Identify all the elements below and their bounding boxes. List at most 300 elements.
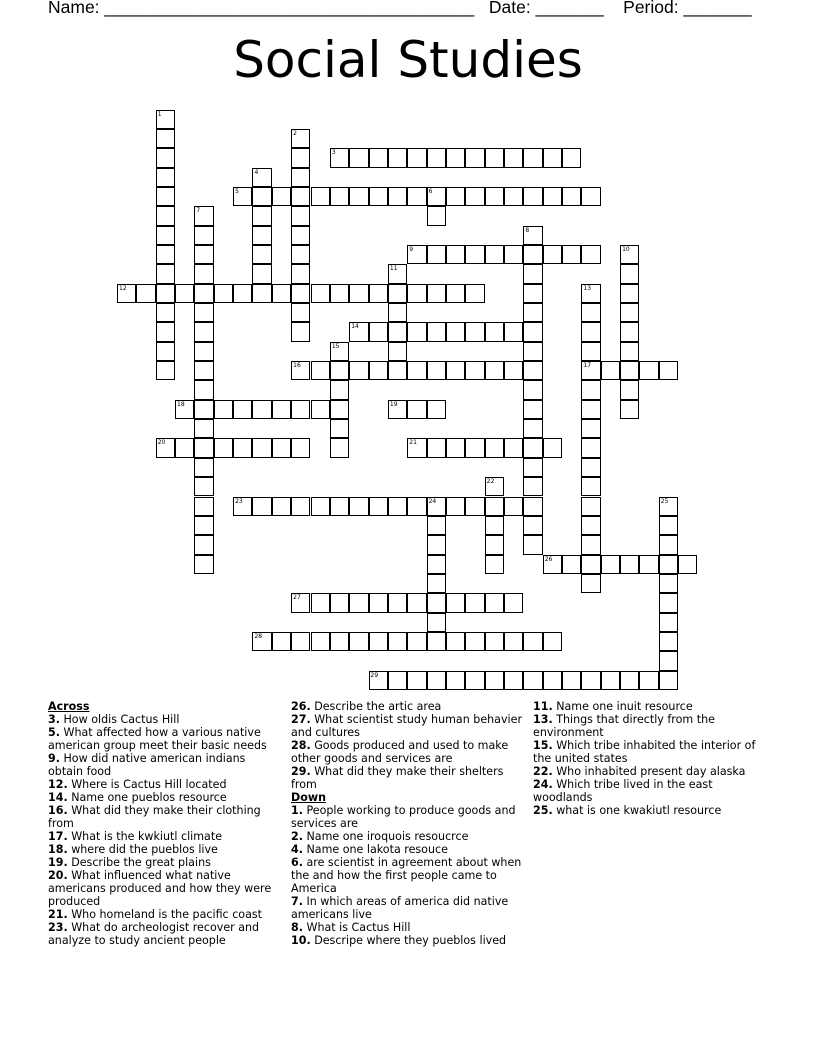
- grid-cell[interactable]: [311, 284, 330, 303]
- grid-cell[interactable]: [194, 245, 213, 264]
- grid-cell[interactable]: [678, 555, 697, 574]
- grid-cell[interactable]: [639, 555, 658, 574]
- clue-number: 23: [235, 497, 243, 505]
- grid-cell[interactable]: [581, 458, 600, 477]
- grid-cell[interactable]: [581, 322, 600, 341]
- grid-cell[interactable]: [349, 187, 368, 206]
- grid-cell[interactable]: [311, 361, 330, 380]
- grid-cell[interactable]: [562, 148, 581, 167]
- grid-cell[interactable]: [659, 516, 678, 535]
- grid-cell[interactable]: [620, 361, 639, 380]
- grid-cell[interactable]: [620, 322, 639, 341]
- grid-cell[interactable]: [465, 187, 484, 206]
- grid-cell[interactable]: [330, 361, 349, 380]
- grid-cell[interactable]: [465, 284, 484, 303]
- grid-cell[interactable]: [330, 187, 349, 206]
- grid-cell[interactable]: [194, 419, 213, 438]
- grid-cell[interactable]: [523, 438, 542, 457]
- grid-cell[interactable]: [523, 148, 542, 167]
- grid-cell[interactable]: [659, 651, 678, 670]
- grid-cell[interactable]: [194, 535, 213, 554]
- grid-cell[interactable]: [543, 632, 562, 651]
- grid-cell[interactable]: [156, 168, 175, 187]
- grid-cell[interactable]: [156, 187, 175, 206]
- grid-cell[interactable]: [349, 322, 368, 341]
- grid-cell[interactable]: [252, 438, 271, 457]
- grid-cell[interactable]: [194, 284, 213, 303]
- grid-cell[interactable]: [252, 284, 271, 303]
- grid-cell[interactable]: [214, 400, 233, 419]
- grid-cell[interactable]: [175, 400, 194, 419]
- grid-cell[interactable]: [446, 593, 465, 612]
- clue-item-number: 20.: [48, 869, 68, 882]
- grid-cell[interactable]: [562, 187, 581, 206]
- grid-cell[interactable]: [156, 284, 175, 303]
- grid-cell[interactable]: [388, 593, 407, 612]
- grid-cell[interactable]: [485, 593, 504, 612]
- grid-cell[interactable]: [311, 187, 330, 206]
- grid-cell[interactable]: [291, 400, 310, 419]
- grid-cell[interactable]: [523, 419, 542, 438]
- grid-cell[interactable]: [427, 361, 446, 380]
- grid-cell[interactable]: [465, 593, 484, 612]
- grid-cell[interactable]: [581, 361, 600, 380]
- grid-cell[interactable]: [330, 284, 349, 303]
- grid-cell[interactable]: [523, 264, 542, 283]
- grid-cell[interactable]: [581, 400, 600, 419]
- grid-cell[interactable]: [659, 535, 678, 554]
- grid-cell[interactable]: [446, 632, 465, 651]
- grid-cell[interactable]: [407, 632, 426, 651]
- grid-cell[interactable]: [407, 438, 426, 457]
- grid-cell[interactable]: [214, 284, 233, 303]
- grid-cell[interactable]: [156, 206, 175, 225]
- grid-cell[interactable]: [659, 632, 678, 651]
- grid-cell[interactable]: [194, 400, 213, 419]
- grid-cell[interactable]: [581, 516, 600, 535]
- grid-cell[interactable]: [601, 361, 620, 380]
- grid-cell[interactable]: [311, 593, 330, 612]
- grid-cell[interactable]: [272, 284, 291, 303]
- grid-cell[interactable]: [388, 264, 407, 283]
- grid-cell[interactable]: [620, 284, 639, 303]
- grid-cell[interactable]: [659, 497, 678, 516]
- grid-cell[interactable]: [407, 187, 426, 206]
- grid-cell[interactable]: [194, 342, 213, 361]
- grid-cell[interactable]: [485, 322, 504, 341]
- grid-cell[interactable]: [291, 129, 310, 148]
- grid-cell[interactable]: [485, 361, 504, 380]
- grid-cell[interactable]: [446, 322, 465, 341]
- grid-cell[interactable]: [446, 497, 465, 516]
- grid-cell[interactable]: [427, 497, 446, 516]
- grid-cell[interactable]: [252, 400, 271, 419]
- grid-cell[interactable]: [369, 284, 388, 303]
- grid-cell[interactable]: [175, 284, 194, 303]
- grid-cell[interactable]: [504, 632, 523, 651]
- name-blank[interactable]: ______________________________________: [104, 0, 475, 17]
- grid-cell[interactable]: [485, 535, 504, 554]
- grid-cell[interactable]: [504, 245, 523, 264]
- grid-cell[interactable]: [156, 303, 175, 322]
- grid-cell[interactable]: [194, 206, 213, 225]
- clue-item: [48, 856, 283, 869]
- grid-cell[interactable]: [156, 322, 175, 341]
- grid-cell[interactable]: [252, 168, 271, 187]
- grid-cell[interactable]: [291, 361, 310, 380]
- grid-cell[interactable]: [485, 477, 504, 496]
- grid-cell[interactable]: [562, 555, 581, 574]
- grid-cell[interactable]: [407, 671, 426, 690]
- grid-cell[interactable]: [427, 322, 446, 341]
- grid-cell[interactable]: [465, 632, 484, 651]
- grid-cell[interactable]: [427, 284, 446, 303]
- grid-cell[interactable]: [407, 148, 426, 167]
- grid-cell[interactable]: [639, 671, 658, 690]
- grid-cell[interactable]: [388, 342, 407, 361]
- grid-cell[interactable]: [523, 380, 542, 399]
- grid-cell[interactable]: [349, 284, 368, 303]
- grid-cell[interactable]: [194, 497, 213, 516]
- grid-cell[interactable]: [581, 477, 600, 496]
- grid-cell[interactable]: [523, 477, 542, 496]
- grid-cell[interactable]: [504, 148, 523, 167]
- grid-cell[interactable]: [388, 497, 407, 516]
- grid-cell[interactable]: [620, 245, 639, 264]
- grid-cell[interactable]: [156, 438, 175, 457]
- grid-cell[interactable]: [504, 671, 523, 690]
- grid-cell[interactable]: [427, 187, 446, 206]
- grid-cell[interactable]: [581, 671, 600, 690]
- grid-cell[interactable]: [407, 245, 426, 264]
- grid-cell[interactable]: [349, 148, 368, 167]
- grid-cell[interactable]: [136, 284, 155, 303]
- grid-cell[interactable]: [407, 593, 426, 612]
- grid-cell[interactable]: [291, 284, 310, 303]
- grid-cell[interactable]: [427, 438, 446, 457]
- grid-cell[interactable]: [485, 438, 504, 457]
- grid-cell[interactable]: [233, 400, 252, 419]
- grid-cell[interactable]: [523, 226, 542, 245]
- grid-cell[interactable]: [330, 497, 349, 516]
- grid-cell[interactable]: [659, 361, 678, 380]
- grid-cell[interactable]: [523, 400, 542, 419]
- grid-cell[interactable]: [543, 245, 562, 264]
- grid-cell[interactable]: [214, 438, 233, 457]
- grid-cell[interactable]: [465, 438, 484, 457]
- grid-cell[interactable]: [291, 497, 310, 516]
- grid-cell[interactable]: [465, 322, 484, 341]
- grid-cell[interactable]: [194, 361, 213, 380]
- grid-cell[interactable]: [620, 400, 639, 419]
- grid-cell[interactable]: [311, 497, 330, 516]
- grid-cell[interactable]: [446, 187, 465, 206]
- grid-cell[interactable]: [659, 613, 678, 632]
- grid-cell[interactable]: [388, 322, 407, 341]
- grid-cell[interactable]: [233, 438, 252, 457]
- grid-cell[interactable]: [156, 361, 175, 380]
- grid-cell[interactable]: [659, 593, 678, 612]
- grid-cell[interactable]: [194, 322, 213, 341]
- grid-cell[interactable]: [504, 322, 523, 341]
- grid-cell[interactable]: [581, 303, 600, 322]
- grid-cell[interactable]: [156, 226, 175, 245]
- grid-cell[interactable]: [620, 303, 639, 322]
- grid-cell[interactable]: [485, 555, 504, 574]
- grid-cell[interactable]: [427, 613, 446, 632]
- grid-cell[interactable]: [465, 148, 484, 167]
- grid-cell[interactable]: [388, 303, 407, 322]
- grid-cell[interactable]: [523, 284, 542, 303]
- grid-cell[interactable]: [330, 438, 349, 457]
- clue-item: [291, 843, 529, 856]
- period-blank[interactable]: _______: [683, 0, 752, 17]
- grid-cell[interactable]: [581, 497, 600, 516]
- grid-cell[interactable]: [388, 400, 407, 419]
- grid-cell[interactable]: [581, 535, 600, 554]
- grid-cell[interactable]: [639, 361, 658, 380]
- grid-cell[interactable]: [194, 477, 213, 496]
- grid-cell[interactable]: [369, 671, 388, 690]
- grid-cell[interactable]: [485, 148, 504, 167]
- grid-cell[interactable]: [252, 264, 271, 283]
- grid-cell[interactable]: [369, 361, 388, 380]
- grid-cell[interactable]: [485, 245, 504, 264]
- grid-cell[interactable]: [504, 593, 523, 612]
- grid-cell[interactable]: [427, 632, 446, 651]
- grid-cell[interactable]: [330, 419, 349, 438]
- grid-cell[interactable]: [117, 284, 136, 303]
- grid-cell[interactable]: [233, 497, 252, 516]
- grid-cell[interactable]: [330, 148, 349, 167]
- grid-cell[interactable]: [349, 632, 368, 651]
- grid-cell[interactable]: [581, 284, 600, 303]
- grid-cell[interactable]: [252, 187, 271, 206]
- grid-cell[interactable]: [388, 632, 407, 651]
- grid-cell[interactable]: [523, 342, 542, 361]
- grid-cell[interactable]: [252, 226, 271, 245]
- grid-cell[interactable]: [330, 380, 349, 399]
- grid-cell[interactable]: [446, 245, 465, 264]
- grid-cell[interactable]: [330, 632, 349, 651]
- grid-cell[interactable]: [291, 245, 310, 264]
- grid-cell[interactable]: [194, 438, 213, 457]
- grid-cell[interactable]: [581, 419, 600, 438]
- grid-cell[interactable]: [446, 671, 465, 690]
- grid-cell[interactable]: [446, 361, 465, 380]
- clue-item-text: Where is Cactus Hill located: [71, 778, 227, 791]
- clue-item: [291, 765, 529, 791]
- grid-cell[interactable]: [388, 187, 407, 206]
- grid-cell[interactable]: [311, 400, 330, 419]
- grid-cell[interactable]: [407, 497, 426, 516]
- grid-cell[interactable]: [446, 148, 465, 167]
- grid-cell[interactable]: [620, 264, 639, 283]
- grid-cell[interactable]: [485, 497, 504, 516]
- grid-cell[interactable]: [427, 535, 446, 554]
- grid-cell[interactable]: [427, 206, 446, 225]
- grid-cell[interactable]: [272, 400, 291, 419]
- grid-cell[interactable]: [369, 593, 388, 612]
- grid-cell[interactable]: [369, 497, 388, 516]
- grid-cell[interactable]: [543, 148, 562, 167]
- grid-cell[interactable]: [620, 671, 639, 690]
- grid-cell[interactable]: [601, 555, 620, 574]
- grid-cell[interactable]: [194, 264, 213, 283]
- grid-cell[interactable]: [388, 671, 407, 690]
- grid-cell[interactable]: [504, 438, 523, 457]
- grid-cell[interactable]: [388, 361, 407, 380]
- grid-cell[interactable]: [543, 187, 562, 206]
- grid-cell[interactable]: [175, 438, 194, 457]
- grid-cell[interactable]: [330, 593, 349, 612]
- grid-cell[interactable]: [194, 303, 213, 322]
- grid-cell[interactable]: [523, 187, 542, 206]
- grid-cell[interactable]: [407, 361, 426, 380]
- grid-cell[interactable]: [291, 206, 310, 225]
- grid-cell[interactable]: [291, 322, 310, 341]
- grid-cell[interactable]: [523, 245, 542, 264]
- grid-cell[interactable]: [427, 400, 446, 419]
- grid-cell[interactable]: [465, 245, 484, 264]
- grid-cell[interactable]: [194, 516, 213, 535]
- grid-cell[interactable]: [252, 245, 271, 264]
- grid-cell[interactable]: [465, 497, 484, 516]
- grid-cell[interactable]: [349, 361, 368, 380]
- grid-cell[interactable]: [523, 322, 542, 341]
- grid-cell[interactable]: [659, 671, 678, 690]
- grid-cell[interactable]: [485, 632, 504, 651]
- grid-cell[interactable]: [194, 555, 213, 574]
- clue-column-2: [291, 700, 529, 947]
- grid-cell[interactable]: [543, 438, 562, 457]
- grid-cell[interactable]: [427, 516, 446, 535]
- grid-cell[interactable]: [291, 168, 310, 187]
- grid-cell[interactable]: [156, 110, 175, 129]
- grid-cell[interactable]: [581, 574, 600, 593]
- grid-cell[interactable]: [427, 574, 446, 593]
- grid-cell[interactable]: [233, 187, 252, 206]
- grid-cell[interactable]: [581, 555, 600, 574]
- grid-cell[interactable]: [291, 632, 310, 651]
- grid-cell[interactable]: [291, 593, 310, 612]
- grid-cell[interactable]: [272, 187, 291, 206]
- grid-cell[interactable]: [659, 574, 678, 593]
- grid-cell[interactable]: [504, 361, 523, 380]
- grid-cell[interactable]: [252, 632, 271, 651]
- grid-cell[interactable]: [388, 148, 407, 167]
- grid-cell[interactable]: [523, 632, 542, 651]
- grid-cell[interactable]: [601, 671, 620, 690]
- grid-cell[interactable]: [272, 632, 291, 651]
- grid-cell[interactable]: [562, 245, 581, 264]
- grid-cell[interactable]: [465, 671, 484, 690]
- grid-cell[interactable]: [620, 555, 639, 574]
- date-blank[interactable]: _______: [535, 0, 604, 17]
- grid-cell[interactable]: [369, 632, 388, 651]
- grid-cell[interactable]: [427, 245, 446, 264]
- grid-cell[interactable]: [349, 593, 368, 612]
- grid-cell[interactable]: [194, 226, 213, 245]
- grid-cell[interactable]: [485, 671, 504, 690]
- grid-cell[interactable]: [369, 322, 388, 341]
- grid-cell[interactable]: [543, 555, 562, 574]
- grid-cell[interactable]: [291, 187, 310, 206]
- grid-cell[interactable]: [427, 148, 446, 167]
- grid-cell[interactable]: [369, 148, 388, 167]
- grid-cell[interactable]: [156, 148, 175, 167]
- grid-cell[interactable]: [291, 438, 310, 457]
- grid-cell[interactable]: [252, 497, 271, 516]
- grid-cell[interactable]: [311, 632, 330, 651]
- grid-cell[interactable]: [291, 148, 310, 167]
- grid-cell[interactable]: [156, 245, 175, 264]
- grid-cell[interactable]: [291, 264, 310, 283]
- grid-cell[interactable]: [156, 342, 175, 361]
- grid-cell[interactable]: [523, 535, 542, 554]
- grid-cell[interactable]: [272, 497, 291, 516]
- grid-cell[interactable]: [369, 187, 388, 206]
- grid-cell[interactable]: [523, 361, 542, 380]
- grid-cell[interactable]: [407, 400, 426, 419]
- grid-cell[interactable]: [252, 206, 271, 225]
- grid-cell[interactable]: [523, 671, 542, 690]
- grid-cell[interactable]: [427, 555, 446, 574]
- grid-cell[interactable]: [427, 593, 446, 612]
- grid-cell[interactable]: [562, 671, 581, 690]
- grid-cell[interactable]: [504, 497, 523, 516]
- grid-cell[interactable]: [581, 380, 600, 399]
- grid-cell[interactable]: [620, 342, 639, 361]
- grid-cell[interactable]: [581, 245, 600, 264]
- grid-cell[interactable]: [620, 380, 639, 399]
- grid-cell[interactable]: [543, 671, 562, 690]
- grid-cell[interactable]: [523, 516, 542, 535]
- grid-cell[interactable]: [156, 129, 175, 148]
- grid-cell[interactable]: [427, 671, 446, 690]
- grid-cell[interactable]: [485, 516, 504, 535]
- grid-cell[interactable]: [523, 303, 542, 322]
- grid-cell[interactable]: [465, 361, 484, 380]
- date-label: Date:: [488, 0, 531, 17]
- clue-item-number: 19.: [48, 856, 68, 869]
- grid-cell[interactable]: [407, 322, 426, 341]
- clue-item-number: 29.: [291, 765, 311, 778]
- grid-cell[interactable]: [330, 400, 349, 419]
- grid-cell[interactable]: [659, 555, 678, 574]
- grid-cell[interactable]: [194, 458, 213, 477]
- grid-cell[interactable]: [581, 187, 600, 206]
- grid-cell[interactable]: [485, 187, 504, 206]
- grid-cell[interactable]: [330, 342, 349, 361]
- grid-cell[interactable]: [156, 264, 175, 283]
- grid-cell[interactable]: [233, 284, 252, 303]
- grid-cell[interactable]: [388, 284, 407, 303]
- grid-cell[interactable]: [291, 303, 310, 322]
- grid-cell[interactable]: [581, 342, 600, 361]
- grid-cell[interactable]: [272, 438, 291, 457]
- grid-cell[interactable]: [349, 497, 368, 516]
- grid-cell[interactable]: [581, 438, 600, 457]
- grid-cell[interactable]: [291, 226, 310, 245]
- grid-cell[interactable]: [523, 458, 542, 477]
- grid-cell[interactable]: [194, 380, 213, 399]
- grid-cell[interactable]: [523, 497, 542, 516]
- grid-cell[interactable]: [446, 438, 465, 457]
- grid-cell[interactable]: [504, 187, 523, 206]
- grid-cell[interactable]: [446, 284, 465, 303]
- grid-cell[interactable]: [407, 284, 426, 303]
